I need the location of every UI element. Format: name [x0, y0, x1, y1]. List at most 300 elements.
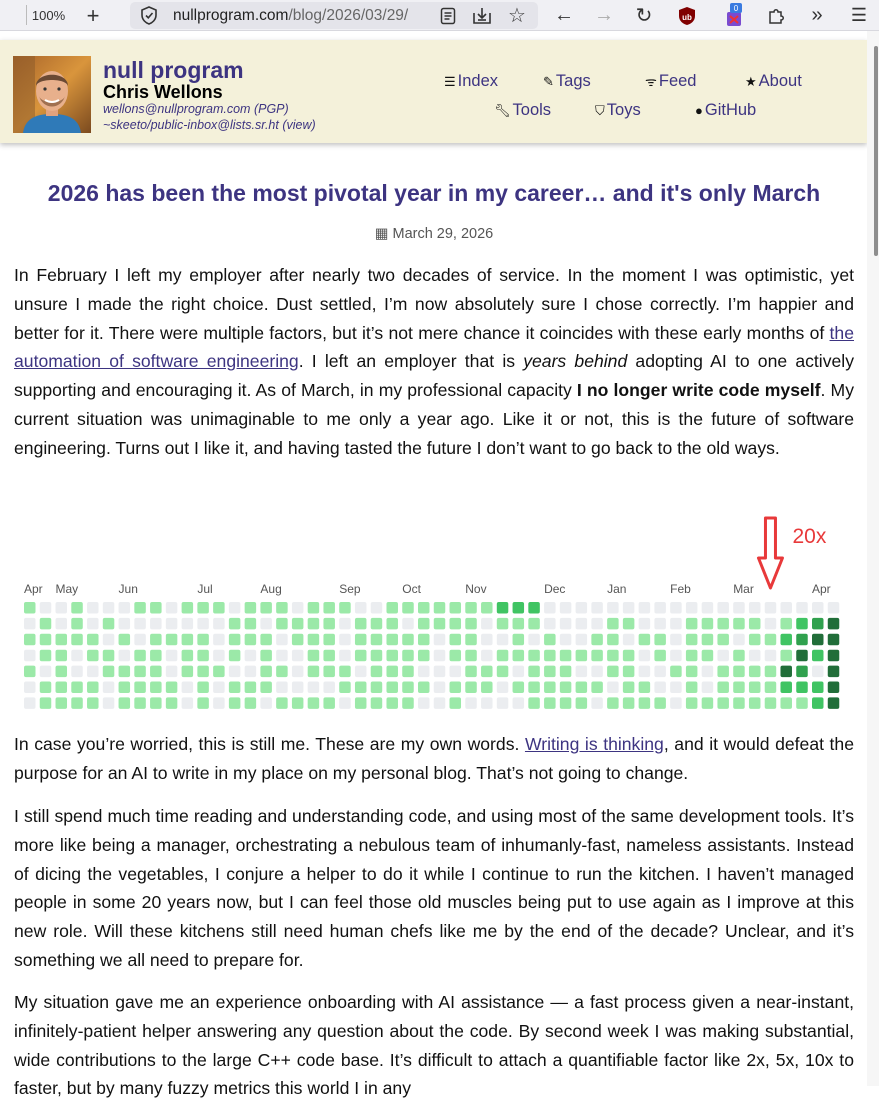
contribution-cell	[182, 666, 194, 678]
contribution-cell	[639, 682, 651, 694]
contribution-cell	[87, 602, 99, 614]
contribution-cell	[450, 697, 462, 709]
contribution-cell	[513, 682, 525, 694]
contribution-cell	[623, 650, 635, 662]
contribution-cell	[56, 682, 68, 694]
contribution-cell	[670, 634, 682, 646]
contribution-cell	[182, 682, 194, 694]
contribution-cell	[276, 618, 288, 630]
contribution-cell	[654, 618, 666, 630]
contribution-cell	[40, 697, 52, 709]
avatar[interactable]	[13, 56, 91, 133]
p1-emphasis: years behind	[523, 351, 628, 372]
contribution-cell	[229, 650, 241, 662]
contribution-cell	[702, 602, 714, 614]
nav-toys[interactable]	[595, 101, 641, 120]
contribution-cell	[197, 682, 209, 694]
contribution-cell	[166, 682, 178, 694]
contribution-cell	[260, 697, 272, 709]
contribution-cell	[733, 634, 745, 646]
contribution-cell	[308, 666, 320, 678]
contribution-cell	[733, 618, 745, 630]
contribution-cell	[355, 650, 367, 662]
contribution-cell	[686, 602, 698, 614]
contribution-cell	[812, 666, 824, 678]
url-text[interactable]	[173, 7, 408, 25]
contribution-cell	[670, 666, 682, 678]
contribution-cell	[308, 682, 320, 694]
contribution-cell	[450, 650, 462, 662]
contribution-cell	[780, 697, 792, 709]
contribution-cell	[229, 618, 241, 630]
contribution-cell	[308, 650, 320, 662]
contribution-cell	[749, 618, 761, 630]
contribution-cell	[481, 602, 493, 614]
post-date-text: March 29, 2026	[392, 226, 494, 242]
extension-badge-icon[interactable]	[722, 0, 750, 31]
contribution-cell	[702, 697, 714, 709]
contribution-cell	[560, 634, 572, 646]
contribution-cell	[150, 618, 162, 630]
contribution-cell	[339, 666, 351, 678]
contribution-cell	[765, 666, 777, 678]
contribution-cell	[481, 682, 493, 694]
contribution-cell	[434, 697, 446, 709]
contribution-cell	[323, 666, 335, 678]
contribution-cell	[812, 650, 824, 662]
site-header	[0, 40, 867, 143]
contribution-cell	[812, 682, 824, 694]
scrollbar-thumb[interactable]	[874, 46, 878, 256]
contribution-cell	[355, 634, 367, 646]
contribution-cell	[213, 666, 225, 678]
post-title[interactable]: 2026 has been the most pivotal year in my career… and it's only March	[47, 180, 821, 206]
paragraph-2	[14, 730, 854, 788]
contribution-cell	[402, 650, 414, 662]
contribution-cell	[386, 602, 398, 614]
contribution-cell	[560, 602, 572, 614]
contribution-cell	[497, 618, 509, 630]
email-link[interactable]: wellons@nullprogram.com	[103, 102, 251, 116]
contribution-cell	[213, 682, 225, 694]
wrench-icon: 🔧︎	[494, 103, 511, 118]
download-icon[interactable]	[470, 0, 494, 31]
contribution-cell	[260, 650, 272, 662]
contribution-cell	[308, 618, 320, 630]
contribution-cell	[229, 634, 241, 646]
contribution-cell	[276, 650, 288, 662]
contribution-cell	[402, 602, 414, 614]
contribution-cell	[276, 602, 288, 614]
contribution-cell	[717, 650, 729, 662]
contribution-cell	[245, 697, 257, 709]
contribution-cell	[40, 666, 52, 678]
month-label: Jul	[197, 582, 213, 596]
contribution-cell	[276, 666, 288, 678]
contribution-cell	[733, 602, 745, 614]
contribution-cell	[481, 618, 493, 630]
contribution-cell	[528, 618, 540, 630]
nav-about[interactable]	[745, 72, 802, 91]
contribution-cell	[402, 666, 414, 678]
contribution-cell	[686, 618, 698, 630]
contribution-cell	[119, 634, 131, 646]
contribution-cell	[197, 697, 209, 709]
contribution-cell	[134, 697, 146, 709]
zoom-level[interactable]: 100%	[26, 5, 70, 25]
forward-arrow-icon[interactable]: →	[594, 4, 614, 26]
nav-feed[interactable]	[645, 72, 696, 91]
contribution-cell	[749, 697, 761, 709]
contribution-cell	[323, 602, 335, 614]
contribution-cell	[765, 682, 777, 694]
contribution-cell	[733, 697, 745, 709]
ublock-icon[interactable]	[676, 0, 698, 31]
contribution-cell	[371, 602, 383, 614]
contribution-cell	[197, 650, 209, 662]
contribution-cell	[245, 666, 257, 678]
contribution-cell	[71, 697, 83, 709]
contribution-cell	[434, 618, 446, 630]
contribution-cell	[323, 697, 335, 709]
p1-text-c: adopting AI to one actively supporting and encouraging it. As of March, in my professional capacity	[14, 351, 854, 401]
contribution-cell	[119, 618, 131, 630]
month-label: Nov	[465, 582, 487, 596]
contribution-cell	[513, 602, 525, 614]
contribution-cell	[71, 618, 83, 630]
contribution-cell	[355, 666, 367, 678]
contribution-cell	[402, 682, 414, 694]
contribution-cell	[654, 634, 666, 646]
contribution-cell	[24, 618, 36, 630]
writing-is-thinking-link[interactable]: Writing is thinking	[524, 734, 664, 754]
contribution-cell	[355, 682, 367, 694]
contribution-cell	[686, 682, 698, 694]
contribution-cell	[717, 697, 729, 709]
contribution-cell	[686, 697, 698, 709]
contribution-cell	[150, 682, 162, 694]
contribution-cell	[749, 634, 761, 646]
author-name: Chris Wellons	[103, 82, 223, 102]
contribution-cell	[591, 602, 603, 614]
contribution-cell	[339, 697, 351, 709]
contribution-cell	[576, 682, 588, 694]
paragraph-4: My situation gave me an experience onboarding with AI assistance — a fast process given a near-instant, infinitely-patient helper answering any question about the code. By second week I was making substantial, wide contributions to the large C++ code base. It’s difficult to attach a quantifiable factor like 2x, 5x, 10x to faster, but by many fuzzy metrics this world I in any	[14, 992, 854, 1099]
contribution-cell	[182, 697, 194, 709]
contribution-cell	[260, 602, 272, 614]
inbox-link[interactable]: ~skeeto/public-inbox@lists.sr.ht	[103, 118, 279, 132]
inbox-line	[103, 118, 316, 132]
contribution-cell	[670, 650, 682, 662]
page-scrollbar[interactable]	[867, 31, 879, 1086]
contribution-cell	[103, 697, 115, 709]
contribution-cell	[56, 650, 68, 662]
contribution-cell	[355, 697, 367, 709]
reload-icon[interactable]: ↻	[635, 5, 653, 27]
back-arrow-icon[interactable]: ←	[554, 4, 574, 26]
contribution-cell	[607, 602, 619, 614]
contribution-cell	[780, 682, 792, 694]
contribution-cell	[24, 666, 36, 678]
contribution-cell	[591, 666, 603, 678]
contribution-cell	[166, 602, 178, 614]
hamburger-menu-icon[interactable]: ☰	[850, 5, 868, 25]
contribution-cell	[686, 634, 698, 646]
contribution-cell	[292, 650, 304, 662]
contribution-cell	[229, 602, 241, 614]
contribution-cell	[197, 618, 209, 630]
contribution-cell	[812, 618, 824, 630]
contribution-cell	[119, 650, 131, 662]
contribution-cell	[119, 682, 131, 694]
extensions-puzzle-icon[interactable]	[764, 0, 788, 31]
contribution-cell	[56, 602, 68, 614]
contribution-cell	[576, 666, 588, 678]
contribution-cell	[481, 650, 493, 662]
contribution-cell	[166, 650, 178, 662]
contribution-cell	[828, 682, 840, 694]
contribution-cell	[591, 618, 603, 630]
contribution-cell	[765, 650, 777, 662]
contribution-cell	[71, 682, 83, 694]
contribution-cell	[339, 618, 351, 630]
contribution-cell	[623, 666, 635, 678]
contribution-cell	[24, 682, 36, 694]
github-icon: ●	[695, 103, 703, 118]
bookmark-star-icon[interactable]: ☆	[508, 5, 526, 27]
contribution-cell	[260, 666, 272, 678]
email-line	[103, 102, 289, 116]
contribution-cell	[623, 634, 635, 646]
contribution-cell	[623, 602, 635, 614]
nav-tags[interactable]	[543, 72, 591, 91]
contribution-cell	[292, 618, 304, 630]
contribution-cell	[119, 666, 131, 678]
contribution-cell	[607, 650, 619, 662]
contribution-cell	[513, 666, 525, 678]
contribution-cell	[749, 682, 761, 694]
contribution-cell	[623, 697, 635, 709]
contribution-cell	[292, 666, 304, 678]
contribution-cell	[245, 650, 257, 662]
contribution-cell	[780, 634, 792, 646]
contribution-cell	[119, 602, 131, 614]
contribution-cell	[686, 650, 698, 662]
contribution-cell	[260, 682, 272, 694]
post-date	[14, 226, 854, 242]
contribution-cell	[513, 650, 525, 662]
contribution-cell	[87, 697, 99, 709]
contribution-cell	[702, 682, 714, 694]
contribution-cell	[828, 618, 840, 630]
url-host: nullprogram.com	[173, 7, 289, 24]
contribution-cell	[166, 618, 178, 630]
contribution-cell	[481, 697, 493, 709]
contribution-cell	[150, 697, 162, 709]
contribution-cell	[418, 682, 430, 694]
contribution-cell	[402, 618, 414, 630]
overflow-chevrons-icon[interactable]: »	[811, 4, 823, 26]
contribution-cell	[765, 602, 777, 614]
contribution-cell	[544, 618, 556, 630]
contribution-cell	[56, 618, 68, 630]
contribution-cell	[497, 666, 509, 678]
contribution-cell	[450, 634, 462, 646]
contribution-cell	[119, 697, 131, 709]
month-label: Oct	[402, 582, 421, 596]
contribution-cell	[560, 666, 572, 678]
contribution-cell	[497, 634, 509, 646]
contribution-cell	[497, 682, 509, 694]
reader-view-icon[interactable]	[437, 0, 459, 31]
contribution-cell	[765, 634, 777, 646]
contribution-cell	[40, 618, 52, 630]
html5-icon: ⛉	[595, 103, 605, 118]
contribution-cell	[670, 618, 682, 630]
contribution-cell	[103, 682, 115, 694]
contribution-cell	[528, 634, 540, 646]
month-label: Aug	[260, 582, 282, 596]
contribution-cell	[812, 602, 824, 614]
contribution-cell	[418, 666, 430, 678]
contribution-cell	[213, 618, 225, 630]
contribution-cell	[386, 618, 398, 630]
month-label: Feb	[670, 582, 691, 596]
paragraph-1	[14, 261, 854, 463]
contribution-cell	[434, 602, 446, 614]
svg-text:ub: ub	[682, 12, 692, 22]
contribution-cell	[702, 618, 714, 630]
contribution-cell	[481, 634, 493, 646]
contribution-cell	[434, 682, 446, 694]
contribution-cell	[260, 634, 272, 646]
contribution-cell	[213, 697, 225, 709]
contribution-cell	[717, 666, 729, 678]
contribution-cell	[481, 666, 493, 678]
contribution-cell	[717, 618, 729, 630]
contribution-cell	[560, 682, 572, 694]
rss-icon: ᯤ	[645, 74, 657, 89]
nav-index[interactable]	[444, 72, 498, 91]
contribution-cell	[134, 666, 146, 678]
contribution-cell	[544, 697, 556, 709]
zoom-in-button[interactable]: +	[86, 2, 100, 28]
contribution-cell	[654, 666, 666, 678]
contribution-cell	[796, 618, 808, 630]
month-label: Apr	[24, 582, 43, 596]
contribution-cell	[292, 634, 304, 646]
contribution-cell	[513, 634, 525, 646]
pgp-link[interactable]: (PGP)	[253, 102, 289, 116]
contribution-cell	[71, 634, 83, 646]
contribution-cell	[749, 666, 761, 678]
contribution-cell	[544, 682, 556, 694]
contribution-cell	[560, 618, 572, 630]
shield-icon[interactable]	[140, 6, 158, 25]
url-path: /blog/2026/03/29/	[288, 7, 409, 24]
contribution-cell	[450, 682, 462, 694]
contribution-cell	[292, 682, 304, 694]
contribution-cell	[560, 697, 572, 709]
contribution-cell	[213, 602, 225, 614]
contribution-cell	[371, 666, 383, 678]
contribution-cell	[591, 634, 603, 646]
contribution-cell	[639, 602, 651, 614]
contribution-cell	[371, 634, 383, 646]
contribution-cell	[386, 666, 398, 678]
contribution-cell	[213, 650, 225, 662]
contribution-cell	[623, 618, 635, 630]
contribution-cell	[103, 602, 115, 614]
contribution-cell	[544, 634, 556, 646]
contribution-cell	[623, 682, 635, 694]
month-label: Sep	[339, 582, 361, 596]
contribution-cell	[796, 682, 808, 694]
nav-tools[interactable]	[494, 101, 551, 120]
contribution-cell	[528, 697, 540, 709]
contribution-cell	[450, 666, 462, 678]
contribution-cell	[24, 697, 36, 709]
contribution-cell	[418, 697, 430, 709]
contribution-cell	[134, 634, 146, 646]
p1-text-d: . My current situation was unimaginable to me only a year ago. Like it or not, this is the future of software engineering. Turns out I like it, and having tasted the future I don’t want to go back to the old ways.	[14, 380, 854, 458]
contribution-cell	[229, 666, 241, 678]
contribution-cell	[639, 650, 651, 662]
contribution-cell	[654, 682, 666, 694]
contribution-cell	[749, 602, 761, 614]
contribution-cell	[355, 618, 367, 630]
contribution-cell	[576, 634, 588, 646]
contribution-cell	[371, 650, 383, 662]
contribution-cell	[513, 618, 525, 630]
contribution-cell	[103, 634, 115, 646]
contribution-cell	[182, 618, 194, 630]
month-label: Dec	[544, 582, 566, 596]
contribution-cell	[339, 682, 351, 694]
contribution-cell	[386, 697, 398, 709]
contribution-cell	[465, 682, 477, 694]
contribution-cell	[182, 634, 194, 646]
contribution-cell	[292, 602, 304, 614]
contribution-cell	[497, 602, 509, 614]
automation-link[interactable]: the automation of software engineering	[14, 322, 854, 372]
star-icon: ★	[745, 74, 757, 89]
contribution-cell	[749, 650, 761, 662]
site-title[interactable]: null program	[103, 57, 244, 83]
contribution-cell	[434, 650, 446, 662]
contribution-cell	[87, 682, 99, 694]
contribution-cell	[733, 650, 745, 662]
inbox-view-link[interactable]: (view)	[282, 118, 316, 132]
contribution-cell	[418, 602, 430, 614]
contribution-cell	[150, 602, 162, 614]
contribution-cell	[24, 634, 36, 646]
contribution-cell	[828, 634, 840, 646]
contribution-cell	[355, 602, 367, 614]
contribution-cell	[197, 666, 209, 678]
contribution-cell	[544, 650, 556, 662]
contribution-cell	[717, 682, 729, 694]
month-label: Apr	[812, 582, 831, 596]
contribution-cell	[56, 666, 68, 678]
p2-text-a: In case you’re worried, this is still me. These are my own words.	[14, 734, 525, 754]
nav-github[interactable]	[695, 101, 756, 120]
contribution-cell	[71, 650, 83, 662]
p1-text-a: In February I left my employer after nearly two decades of service. In the moment I was optimistic, yet unsure I made the right choice. Dust settled, I’m now absolutely sure I chose correctly. I’m happier and better for it. There were multiple factors, but it’s not mere chance it coincides with these early months of	[14, 265, 854, 343]
contribution-cell	[371, 618, 383, 630]
contribution-cell	[71, 666, 83, 678]
contribution-cell	[544, 602, 556, 614]
